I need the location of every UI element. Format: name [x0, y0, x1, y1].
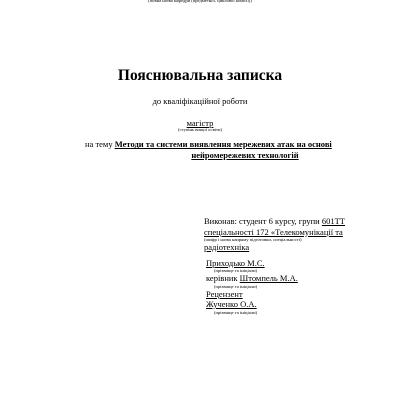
reviewer-label: Рецензент	[206, 288, 243, 299]
topic-value-line1: Методи та системи виявлення мережевих атак на основі	[114, 139, 332, 149]
performer-line1	[204, 216, 394, 227]
specialty-line2: радіотехніка	[204, 242, 250, 252]
topic-prefix: на тему	[85, 139, 113, 149]
topic-value-line2: нейромережевих технологій	[191, 150, 299, 160]
student-caption: (прізвище та ініціали)	[214, 268, 258, 273]
degree-caption: (ступінь вищої освіти)	[177, 127, 223, 132]
performer-prefix: Виконав: студент 6 курсу, групи	[204, 216, 320, 226]
document-title: Пояснювальна записка	[117, 67, 283, 84]
specialty-caption: (шифр і назва напряму підготовки, спеціальності)	[204, 237, 302, 242]
student-name: Приходько М.С.	[206, 257, 265, 268]
topic-line2	[85, 150, 375, 161]
performer-block	[204, 216, 394, 315]
supervisor-label: керівник	[206, 273, 238, 283]
department-caption: (повна назва кафедри (предметної, циклової комісії))	[148, 0, 252, 3]
degree-value: магістр	[186, 118, 214, 128]
supervisor-caption: (прізвище та ініціали)	[214, 283, 258, 289]
reviewer-caption: (прізвище та ініціали)	[214, 309, 258, 315]
topic-line1	[85, 139, 375, 150]
topic-block	[85, 139, 375, 161]
supervisor-name: Штомпель М.А.	[239, 273, 298, 283]
group-value: 601ТТ	[321, 216, 345, 226]
specialty-line1: спеціальності 172 «Телекомунікації та	[204, 226, 343, 237]
supervisor-line	[206, 273, 394, 284]
reviewer-name: Жученко О.А.	[206, 299, 257, 309]
document-subtitle: до кваліфікаційної роботи	[152, 96, 248, 106]
